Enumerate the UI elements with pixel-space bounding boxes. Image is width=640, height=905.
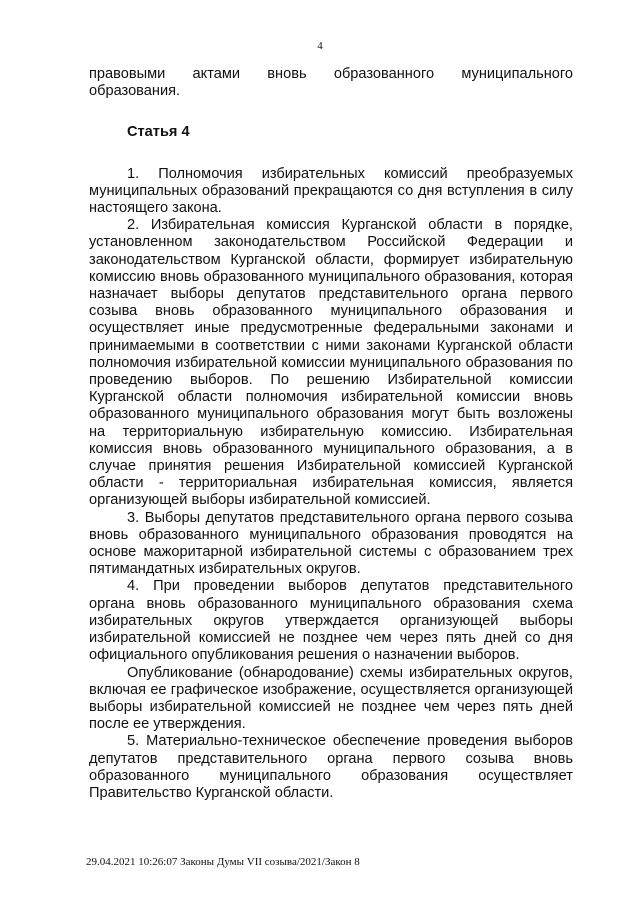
article-heading: Статья 4 — [127, 124, 190, 141]
paragraph-4: 4. При проведении выборов депутатов представительного органа вновь образованного муниципального образования схема избирательных округов утверждается организующей выборы избирательной комиссией не позднее чем через пять дней со дня официального опубликования решения о назначении выборов. — [89, 578, 573, 664]
document-body — [89, 66, 573, 802]
paragraph-3: 3. Выборы депутатов представительного органа первого созыва вновь образованного муниципального образования проводятся на основе мажоритарной избирательной системы с образованием трех пятимандатных избирательных округов. — [89, 509, 573, 578]
page-number: 4 — [317, 40, 323, 52]
paragraph-5: 5. Материально-техническое обеспечение проведения выборов депутатов представительного органа первого созыва вновь образованного муниципального образования осуществляет Правительство Курганской области. — [89, 733, 573, 801]
paragraph-4-continued: Опубликование (обнародование) схемы избирательных округов, включая ее графическое изображение, осуществляется организующей выборы избирательной комиссией не позднее чем через пять дней после ее утверждения. — [89, 664, 573, 733]
lead-paragraph: правовыми актами вновь образованного муниципального образования. — [89, 66, 573, 100]
paragraph-2: 2. Избирательная комиссия Курганской области в порядке, установленном законодательством Российской Федерации и законодательством Курганской области, формирует избирательную комиссию вновь образованного муниципального образования, которая назначает выборы депутатов представительного органа первого созыва вновь образованного муниципального образования и осуществляет иные предусмотренные федеральными законами и принимаемыми в соответствии с ними законами Курганской области полномочия избирательной комиссии муниципального образования по проведению выборов. По решению Избирательной комиссии Курганской области полномочия избирательной комиссии вновь образованного муниципального образования могут быть возложены на территориальную избирательную комиссию. Избирательная комиссия вновь образованного муниципального образования, а в случае принятия решения Избирательной комиссией Курганской области - территориальная избирательная комиссия, является организующей выборы избирательной комиссией. — [89, 217, 573, 509]
paragraph-1: 1. Полномочия избирательных комиссий преобразуемых муниципальных образований прекращаются со дня вступления в силу настоящего закона. — [89, 165, 573, 217]
footer-stamp: 29.04.2021 10:26:07 Законы Думы VII созыва/2021/Закон 8 — [86, 856, 360, 868]
